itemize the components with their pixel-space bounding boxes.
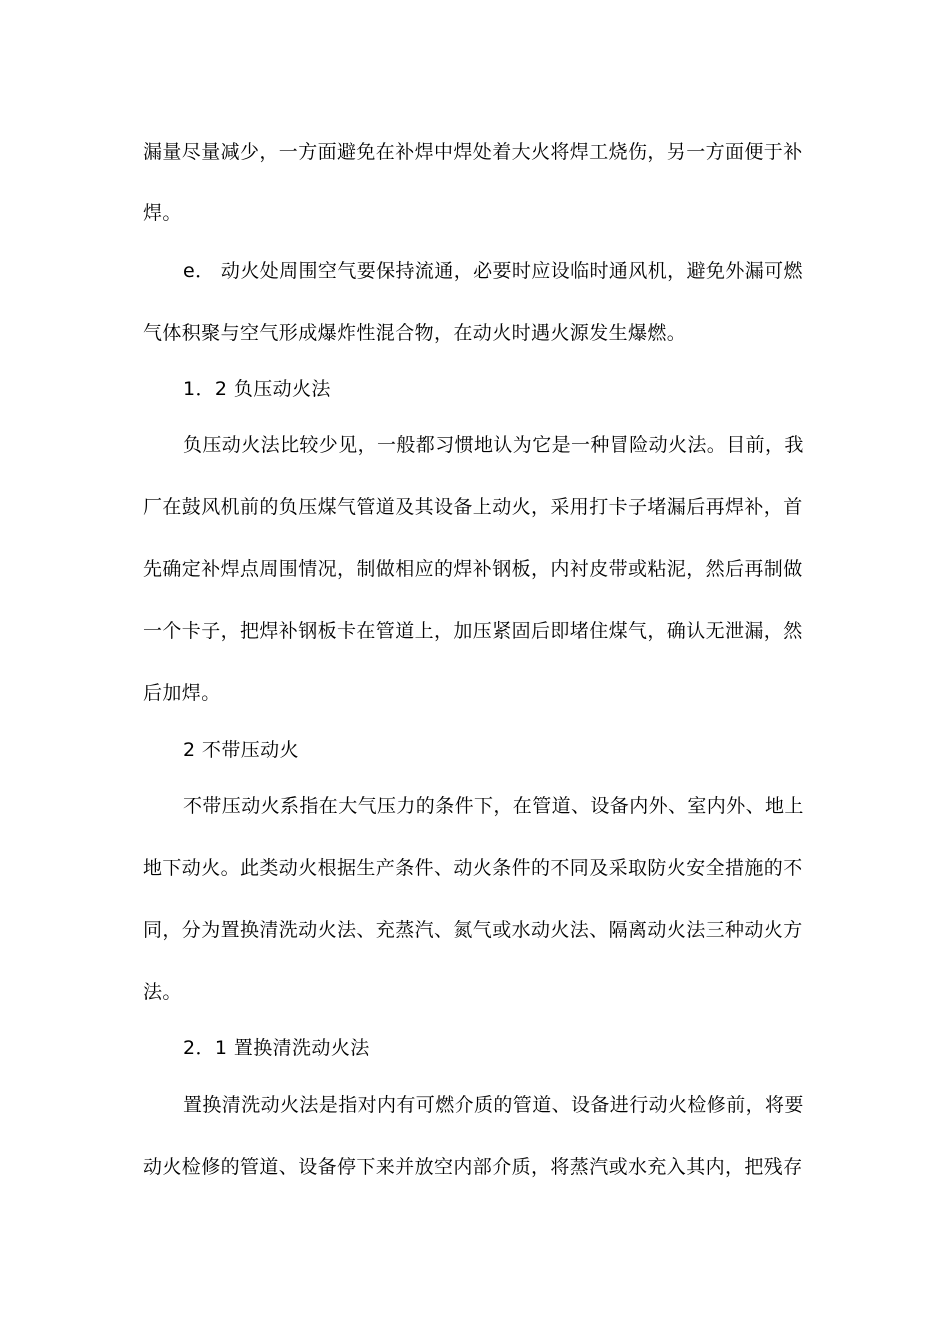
text-line: 厂在鼓风机前的负压煤气管道及其设备上动火，采用打卡子堵漏后再焊补，首: [143, 496, 803, 518]
text-line: 同，分为置换清洗动火法、充蒸汽、氮气或水动火法、隔离动火法三种动火方: [143, 919, 803, 941]
text-line: 先确定补焊点周围情况，制做相应的焊补钢板，内衬皮带或粘泥，然后再制做: [143, 558, 803, 580]
text-line: 置换清洗动火法是指对内有可燃介质的管道、设备进行动火检修前，将要: [183, 1094, 804, 1116]
text-line: 不带压动火系指在大气压力的条件下，在管道、设备内外、室内外、地上: [183, 795, 804, 817]
text-line: e． 动火处周围空气要保持流通，必要时应设临时通风机，避免外漏可燃: [183, 260, 803, 282]
section-heading: 1．2 负压动火法: [183, 378, 331, 400]
text-line: 后加焊。: [143, 682, 221, 704]
section-heading: 2 不带压动火: [183, 739, 299, 761]
section-heading: 2．1 置换清洗动火法: [183, 1037, 370, 1059]
text-line: 漏量尽量减少，一方面避免在补焊中焊处着大火将焊工烧伤，另一方面便于补: [143, 141, 803, 163]
text-line: 法。: [143, 981, 182, 1003]
text-line: 一个卡子，把焊补钢板卡在管道上，加压紧固后即堵住煤气，确认无泄漏，然: [143, 620, 803, 642]
text-line: 负压动火法比较少见，一般都习惯地认为它是一种冒险动火法。目前，我: [183, 434, 804, 456]
text-line: 焊。: [143, 202, 182, 224]
text-line: 地下动火。此类动火根据生产条件、动火条件的不同及采取防火安全措施的不: [143, 857, 803, 879]
text-line: 气体积聚与空气形成爆炸性混合物，在动火时遇火源发生爆燃。: [143, 322, 687, 344]
text-line: 动火检修的管道、设备停下来并放空内部介质，将蒸汽或水充入其内，把残存: [143, 1156, 803, 1178]
